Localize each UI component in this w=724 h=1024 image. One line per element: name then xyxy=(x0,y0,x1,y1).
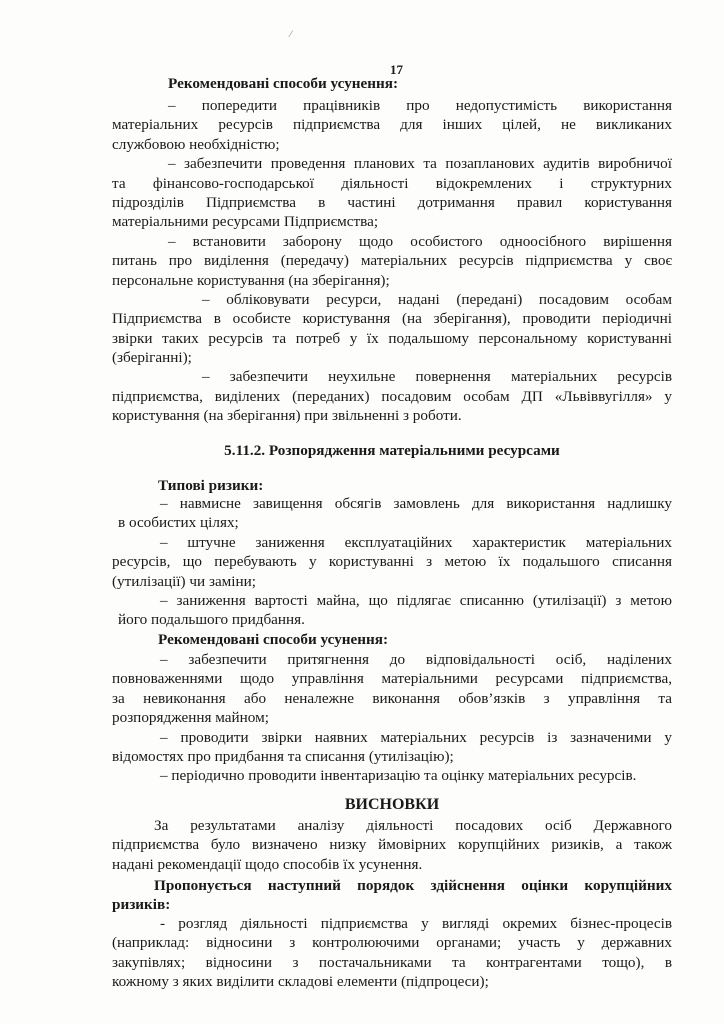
heading-line: Пропонується наступний порядок здійснення оцінки корупційних xyxy=(154,877,672,894)
list-line: службовою необхідністю; xyxy=(112,135,280,153)
list-line: – проводити звірки наявних матеріальних ресурсів із зазначеними у xyxy=(160,728,672,746)
list-line: за невиконання або неналежне виконання обов’язків з управління та xyxy=(112,689,672,707)
remedies-list-2 xyxy=(112,650,672,786)
list-line: повноваженнями щодо управління матеріальними ресурсами підприємства, xyxy=(112,670,672,688)
list-line: – забезпечити притягнення до відповідальності осіб, наділених xyxy=(160,651,672,668)
list-line: звірки таких ресурсів та потреб у їх подальшому персональному користуванні xyxy=(112,329,672,347)
list-line: матеріальними ресурсами Підприємства; xyxy=(112,213,379,231)
paragraph-line: підприємства було визначено низку ймовірних корупційних ризиків, а також xyxy=(112,836,672,854)
risks-list xyxy=(112,494,672,630)
remedies-heading-2: Рекомендовані способи усунення: xyxy=(158,631,389,648)
paragraph-line: За результатами аналізу діяльності посадових осіб Державного xyxy=(154,817,672,834)
remedies-heading-1: Рекомендовані способи усунення: xyxy=(168,75,399,92)
list-line: підприємства, виділених (переданих) посадовим особам ДП «Львіввугілля» у xyxy=(112,387,672,405)
list-line: – заниження вартості майна, що підлягає списанню (утилізації) з метою xyxy=(160,591,672,609)
list-line: – попередити працівників про недопустимість використання xyxy=(168,97,672,114)
paragraph-line: надані рекомендації щодо способів їх усунення. xyxy=(112,855,423,873)
list-line: – періодично проводити інвентаризацію та оцінку матеріальних ресурсів. xyxy=(160,767,637,785)
list-line: – встановити заборону щодо особистого одноосібного вирішення xyxy=(168,232,672,250)
list-line: розпорядження майном; xyxy=(112,709,269,727)
list-line: ресурсів, що перебувають у користуванні з метою їх подальшого списання xyxy=(112,553,672,571)
scan-mark: ⁄ xyxy=(290,30,292,40)
subsection-title: 5.11.2. Розпорядження матеріальними ресурсами xyxy=(224,442,560,459)
list-line: питань про виділення (передачу) матеріальних ресурсів підприємства у своє xyxy=(112,252,672,270)
list-line: відомостях про придбання та списання (утилізацію); xyxy=(112,747,454,765)
list-line: – забезпечити проведення планових та позапланових аудитів виробничої xyxy=(168,155,672,173)
proposal-heading xyxy=(112,876,672,915)
list-line: (зберіганні); xyxy=(112,349,192,367)
list-line: та фінансово-господарської діяльності відокремлених і структурних xyxy=(112,174,672,192)
conclusions-paragraph xyxy=(112,816,672,874)
list-line: – навмисне завищення обсягів замовлень для використання надлишку xyxy=(160,495,672,512)
list-line: (утилізації) чи заміни; xyxy=(112,572,256,590)
list-line: (наприклад: відносини з контролюючими органами; участь у державних xyxy=(112,934,672,952)
list-line: в особистих цілях; xyxy=(118,514,239,532)
conclusions-title: ВИСНОВКИ xyxy=(344,796,440,813)
risks-heading: Типові ризики: xyxy=(158,477,264,494)
list-line: - розгляд діяльності підприємства у вигляді окремих бізнес-процесів xyxy=(160,915,672,932)
list-line: кожному з яких виділити складові елементи (підпроцеси); xyxy=(112,973,489,991)
list-line: матеріальних ресурсів підприємства для інших цілей, не викликаних xyxy=(112,116,672,134)
list-line: персональне користування (на зберігання); xyxy=(112,271,390,289)
list-line: – обліковувати ресурси, надані (передані) посадовим особам xyxy=(202,290,672,308)
list-line: – штучне заниження експлуатаційних характеристик матеріальних xyxy=(160,533,672,551)
remedies-list-1 xyxy=(112,96,672,426)
list-line: користування (на зберігання) при звільненні з роботи. xyxy=(112,407,462,425)
list-line: його подальшого придбання. xyxy=(118,611,305,629)
page-number: 17 xyxy=(390,62,403,77)
heading-line: ризиків: xyxy=(112,896,171,914)
list-line: Підприємства в особисте користування (на зберігання), проводити періодичні xyxy=(112,310,672,328)
proposal-list xyxy=(112,914,672,992)
list-line: – забезпечити неухильне повернення матеріальних ресурсів xyxy=(202,368,672,386)
list-line: закупівлях; відносини з постачальниками та контрагентами тощо), в xyxy=(112,953,672,971)
list-line: підрозділів Підприємства в частині дотримання правил користування xyxy=(112,193,672,211)
